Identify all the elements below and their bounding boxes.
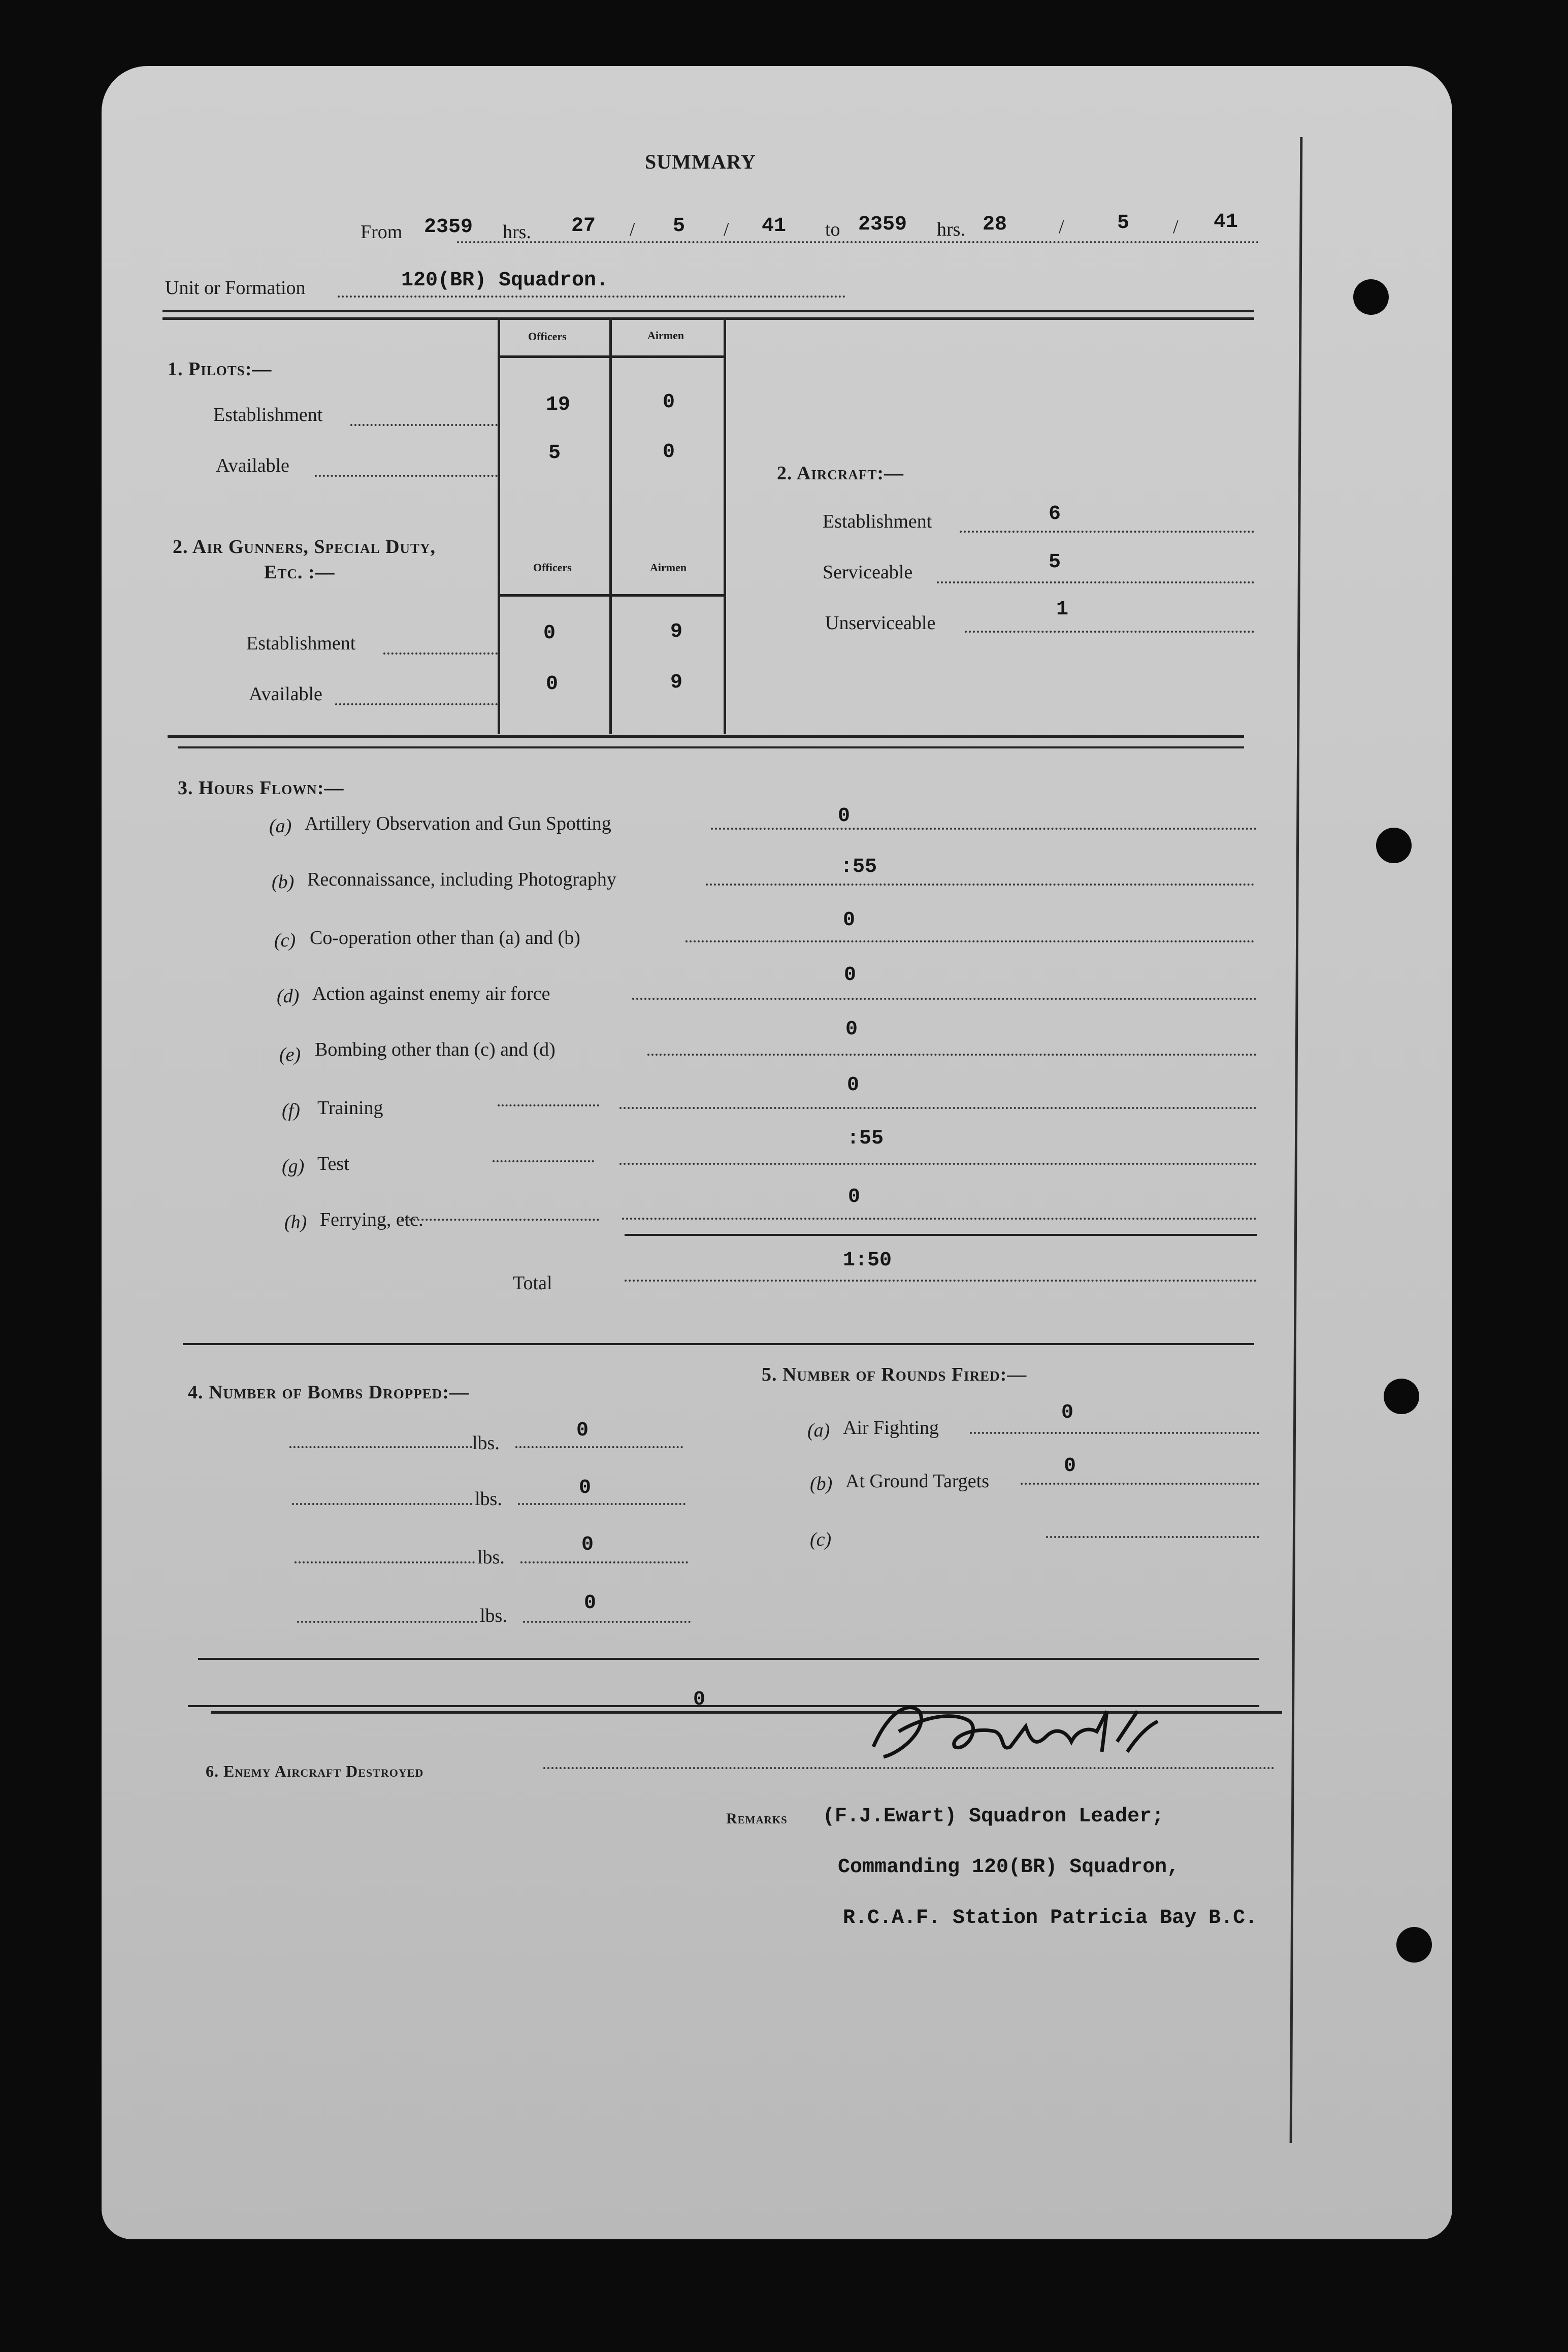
- hours-d-value: 0: [844, 964, 857, 987]
- rounds-b-value: 0: [1064, 1455, 1076, 1478]
- rounds-b-letter: (b): [810, 1473, 833, 1494]
- hours-d-label: Action against enemy air force: [312, 983, 550, 1004]
- aircraft-unserviceable-label: Unserviceable: [825, 612, 936, 634]
- hours-b-label: Reconnaissance, including Photography: [307, 869, 616, 890]
- right-margin-rule: [1290, 137, 1303, 2143]
- aircraft-serviceable-label: Serviceable: [823, 562, 913, 583]
- unit-value: 120(BR) Squadron.: [401, 269, 609, 292]
- aircraft-unserviceable-value: 1: [1056, 598, 1069, 621]
- gunners-available-officers: 0: [546, 673, 559, 696]
- to-day: 28: [983, 213, 1007, 236]
- remarks-label: Remarks: [726, 1810, 788, 1827]
- bombs-row-4-value: 0: [584, 1592, 597, 1615]
- aircraft-serviceable-value: 5: [1049, 551, 1061, 574]
- bombs-row-4-unit: lbs.: [480, 1605, 507, 1626]
- bombs-row-3-unit: lbs.: [477, 1547, 505, 1568]
- pilots-col-officers: Officers: [528, 330, 567, 343]
- binder-hole-4: [1396, 1927, 1432, 1963]
- hours-h-value: 0: [848, 1186, 861, 1208]
- sep-1: /: [630, 219, 635, 240]
- sep-2: /: [724, 219, 729, 240]
- pilots-available-airmen: 0: [663, 441, 675, 464]
- hours-e-letter: (e): [279, 1044, 301, 1065]
- to-month: 5: [1117, 212, 1130, 235]
- remarks-line-2: Commanding 120(BR) Squadron,: [838, 1856, 1180, 1879]
- rounds-a-letter: (a): [807, 1420, 830, 1441]
- hours-g-value: :55: [847, 1127, 884, 1150]
- pilots-establishment-officers: 19: [546, 394, 571, 416]
- pilots-establishment-airmen: 0: [663, 391, 675, 414]
- hours-c-label: Co-operation other than (a) and (b): [310, 927, 580, 949]
- gunners-establishment-airmen: 9: [670, 620, 683, 643]
- to-year: 41: [1214, 211, 1238, 234]
- from-month: 5: [673, 215, 685, 238]
- sep-3: /: [1059, 216, 1064, 238]
- hours-f-label: Training: [317, 1097, 383, 1119]
- pilots-col-airmen: Airmen: [647, 329, 684, 342]
- hours-total-value: 1:50: [843, 1249, 892, 1272]
- bombs-row-2-value: 0: [579, 1477, 592, 1499]
- enemy-value: 0: [693, 1688, 706, 1711]
- from-label: From: [361, 221, 403, 243]
- form-title: SUMMARY: [645, 150, 756, 173]
- sep-4: /: [1173, 216, 1179, 238]
- hrs-label-1: hrs.: [503, 221, 531, 243]
- to-label: to: [825, 219, 840, 240]
- rounds-b-label: At Ground Targets: [845, 1471, 990, 1492]
- rounds-c-letter: (c): [810, 1529, 832, 1550]
- unit-label: Unit or Formation: [165, 277, 306, 299]
- from-year: 41: [762, 215, 787, 238]
- rounds-heading: 5. Number of Rounds Fired:—: [762, 1364, 1027, 1385]
- hours-b-letter: (b): [272, 871, 295, 893]
- hours-a-value: 0: [838, 805, 851, 828]
- to-time: 2359: [858, 213, 907, 236]
- remarks-line-1: (F.J.Ewart) Squadron Leader;: [823, 1805, 1164, 1828]
- hours-heading: 3. Hours Flown:—: [178, 777, 344, 799]
- hours-c-letter: (c): [274, 930, 296, 951]
- hours-e-value: 0: [845, 1018, 858, 1041]
- hours-g-label: Test: [317, 1153, 349, 1174]
- remarks-line-3: R.C.A.F. Station Patricia Bay B.C.: [843, 1907, 1258, 1930]
- gunners-col-officers: Officers: [533, 561, 572, 574]
- binder-hole-2: [1376, 828, 1412, 863]
- summary-sheet: [102, 66, 1452, 2239]
- pilots-establishment-label: Establishment: [213, 404, 323, 426]
- gunners-available-airmen: 9: [670, 671, 683, 694]
- pilots-heading: 1. Pilots:—: [168, 358, 272, 380]
- binder-hole-3: [1384, 1379, 1419, 1414]
- rounds-a-label: Air Fighting: [843, 1417, 939, 1439]
- from-day: 27: [571, 215, 596, 238]
- hours-f-letter: (f): [282, 1100, 300, 1121]
- hours-d-letter: (d): [277, 986, 300, 1007]
- hours-g-letter: (g): [282, 1156, 305, 1177]
- gunners-available-label: Available: [249, 683, 322, 705]
- gunners-heading-1: 2. Air Gunners, Special Duty,: [173, 536, 436, 558]
- hours-a-letter: (a): [269, 815, 292, 837]
- pilots-available-officers: 5: [548, 442, 561, 465]
- gunners-establishment-officers: 0: [543, 622, 556, 645]
- bombs-row-1-unit: lbs.: [472, 1432, 500, 1454]
- hours-c-value: 0: [843, 909, 856, 932]
- gunners-heading-2: Etc. :—: [264, 562, 335, 583]
- binder-hole-1: [1353, 279, 1389, 315]
- bombs-heading: 4. Number of Bombs Dropped:—: [188, 1382, 469, 1403]
- hrs-label-2: hrs.: [937, 219, 965, 240]
- bombs-row-2-unit: lbs.: [475, 1488, 502, 1510]
- hours-f-value: 0: [847, 1074, 860, 1097]
- gunners-establishment-label: Establishment: [246, 633, 356, 654]
- hours-total-label: Total: [513, 1272, 552, 1294]
- gunners-col-airmen: Airmen: [650, 561, 687, 574]
- pilots-available-label: Available: [216, 455, 289, 476]
- signature: [853, 1681, 1168, 1782]
- aircraft-establishment-label: Establishment: [823, 511, 932, 532]
- rounds-a-value: 0: [1061, 1401, 1074, 1424]
- enemy-heading: 6. Enemy Aircraft Destroyed: [206, 1762, 424, 1780]
- hours-h-letter: (h): [284, 1212, 307, 1233]
- from-time: 2359: [424, 216, 473, 239]
- aircraft-heading: 2. Aircraft:—: [777, 463, 904, 484]
- bombs-row-1-value: 0: [576, 1419, 589, 1442]
- hours-a-label: Artillery Observation and Gun Spotting: [305, 813, 611, 834]
- aircraft-establishment-value: 6: [1049, 503, 1061, 526]
- bombs-row-3-value: 0: [581, 1533, 594, 1556]
- hours-e-label: Bombing other than (c) and (d): [315, 1039, 556, 1060]
- hours-b-value: :55: [840, 856, 877, 878]
- hours-h-label: Ferrying, etc.: [320, 1209, 423, 1230]
